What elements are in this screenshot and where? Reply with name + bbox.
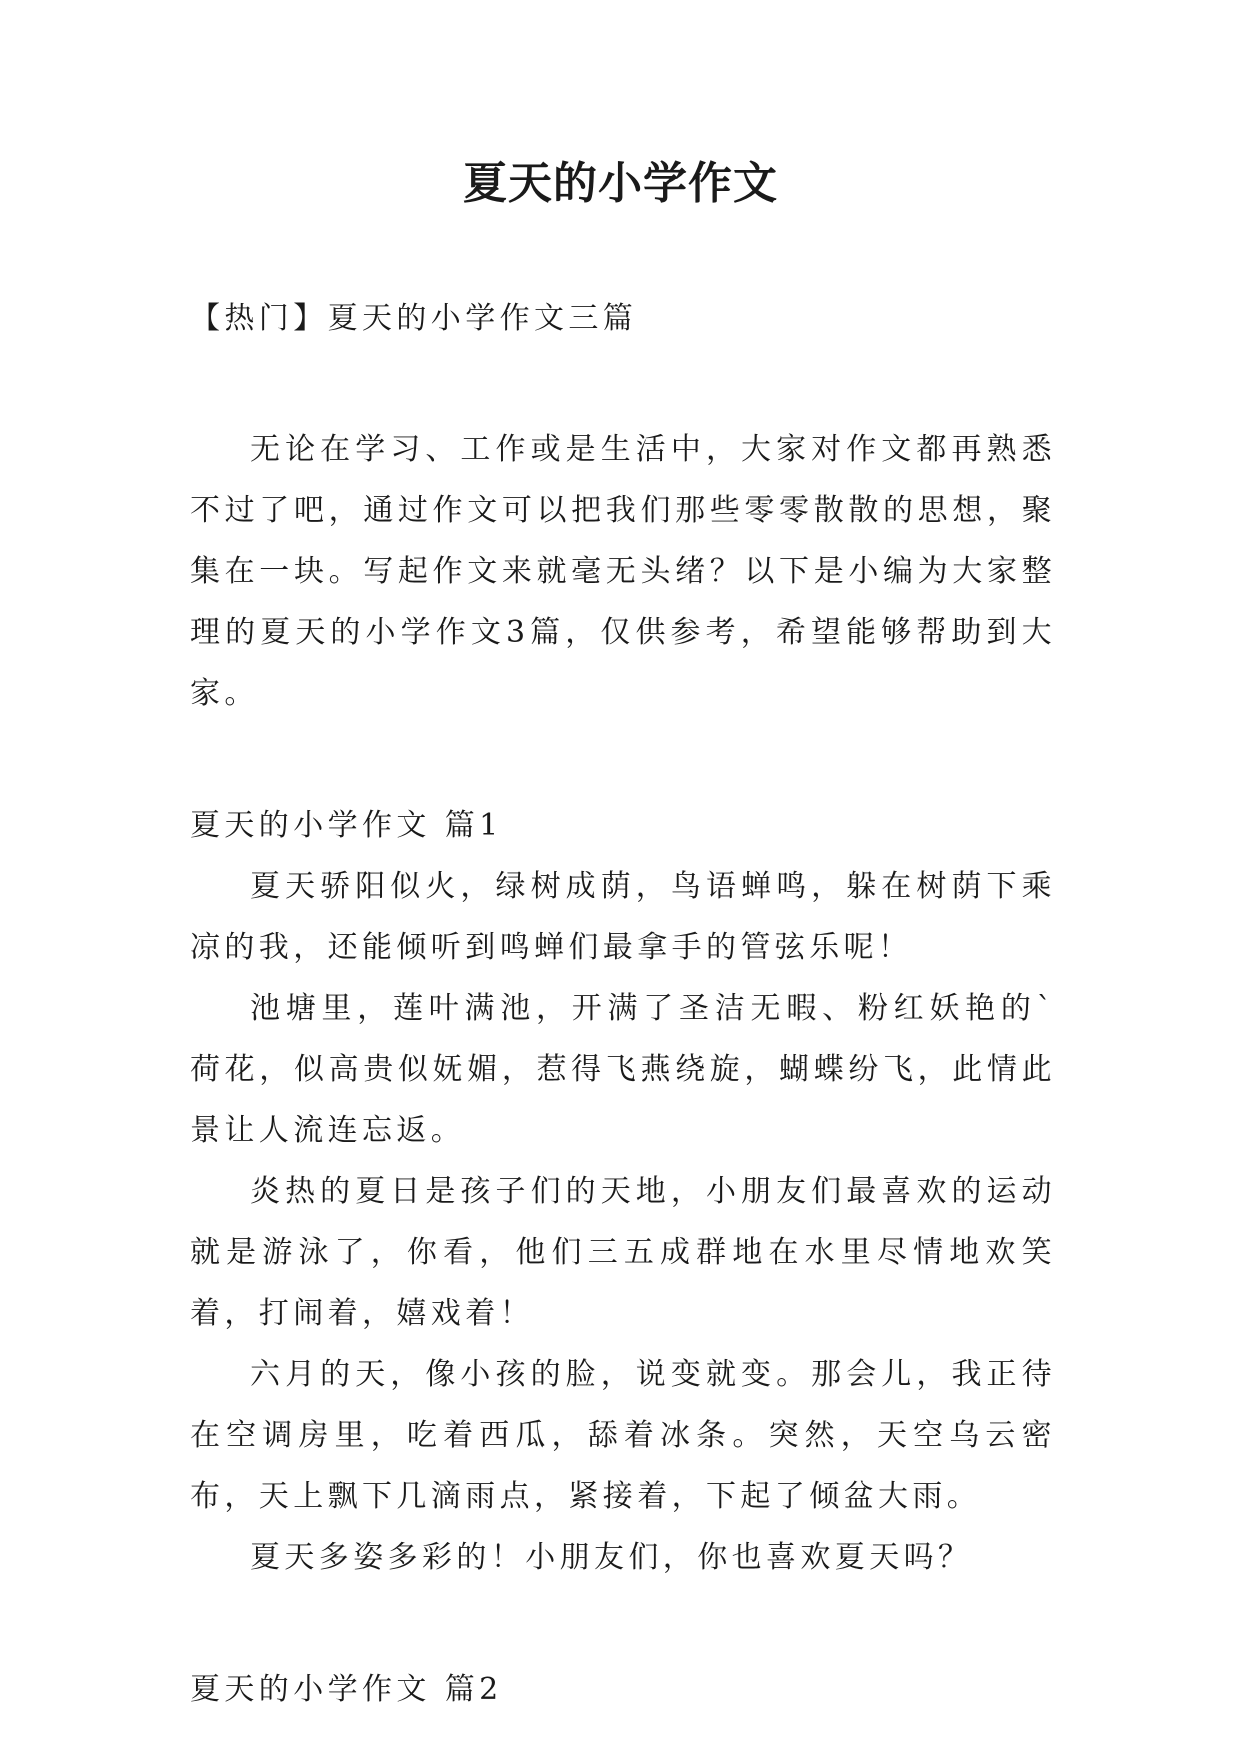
intro-paragraph: 无论在学习、工作或是生活中，大家对作文都再熟悉不过了吧，通过作文可以把我们那些零零散散的思想，聚集在一块。写起作文来就毫无头绪？以下是小编为大家整理的夏天的小学作文3篇，仅供参考，希望能够帮助到大家。 (190, 432, 1056, 711)
document-subtitle: 【热门】夏天的小学作文三篇 (190, 301, 638, 336)
essay-2-heading: 夏天的小学作文 篇2 (190, 1672, 503, 1707)
essay-1-paragraph-1: 夏天骄阳似火，绿树成荫，鸟语蝉鸣，躲在树荫下乘凉的我，还能倾听到鸣蝉们最拿手的管弦乐呢！ (190, 869, 1056, 965)
essay-1-paragraph-2: 池塘里，莲叶满池，开满了圣洁无暇、粉红妖艳的`荷花，似高贵似妩媚，惹得飞燕绕旋，蝴蝶纷飞，此情此景让人流连忘返。 (190, 991, 1056, 1148)
essay-1-paragraph-4: 六月的天，像小孩的脸，说变就变。那会儿，我正待在空调房里，吃着西瓜，舔着冰条。突然，天空乌云密布，天上飘下几滴雨点，紧接着，下起了倾盆大雨。 (190, 1357, 1056, 1514)
document-title: 夏天的小学作文 (463, 158, 778, 209)
document-body (190, 288, 1056, 1720)
essay-1-paragraph-3: 炎热的夏日是孩子们的天地，小朋友们最喜欢的运动就是游泳了，你看，他们三五成群地在水里尽情地欢笑着，打闹着，嬉戏着！ (190, 1174, 1056, 1331)
essay-1-paragraph-5: 夏天多姿多彩的！小朋友们，你也喜欢夏天吗？ (250, 1540, 973, 1575)
essay-1-heading: 夏天的小学作文 篇1 (190, 808, 503, 843)
